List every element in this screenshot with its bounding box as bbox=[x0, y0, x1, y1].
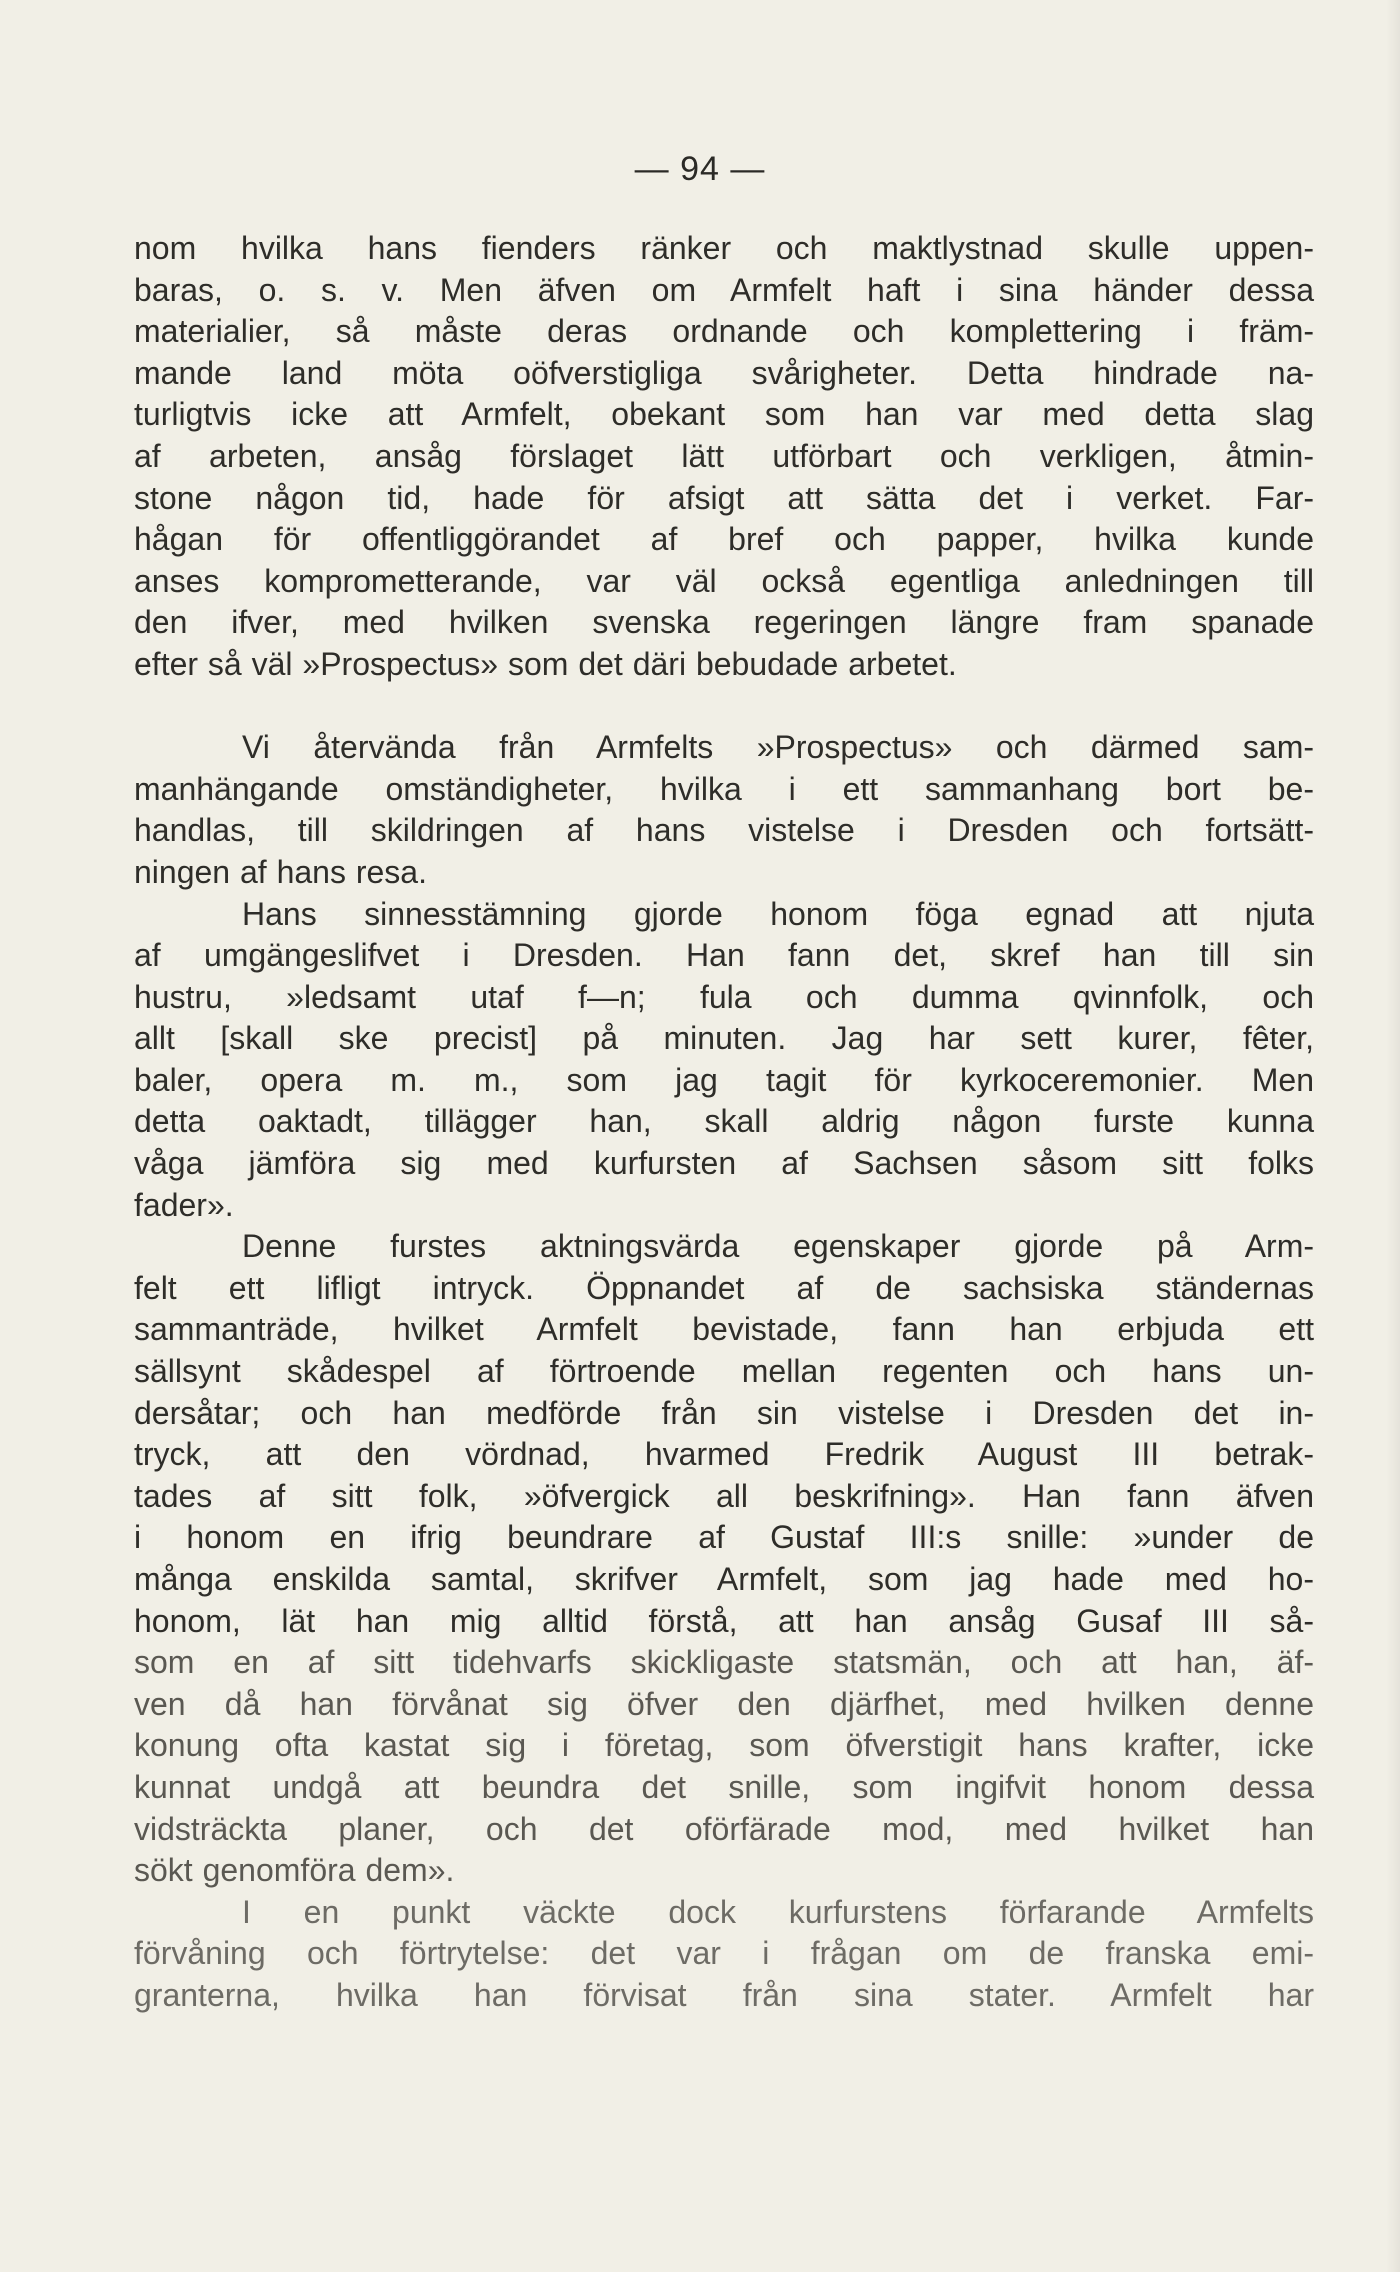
text-line: många enskilda samtal, skrifver Armfelt, som jag hade med ho- bbox=[134, 1561, 1314, 1597]
page-edge-shadow bbox=[1386, 0, 1400, 2272]
text-line: hågan för offentliggörandet af bref och papper, hvilka kunde bbox=[134, 521, 1314, 558]
text-line: tryck, att den vördnad, hvarmed Fredrik August III betrak- bbox=[134, 1436, 1314, 1473]
text-line: turligtvis icke att Armfelt, obekant som han var med detta slag bbox=[134, 396, 1314, 433]
text-line: Denne furstes aktningsvärda egenskaper gjorde på Arm- bbox=[242, 1228, 1314, 1265]
text-line: förvåning och förtrytelse: det var i frågan om de franska emi- bbox=[134, 1935, 1314, 1972]
text-line: sällsynt skådespel af förtroende mellan regenten och hans un- bbox=[134, 1353, 1314, 1390]
text-line: baras, o. s. v. Men äfven om Armfelt haft i sina händer dessa bbox=[134, 271, 1314, 308]
text-line: tades af sitt folk, »öfvergick all beskrifning». Han fann äfven bbox=[134, 1477, 1314, 1514]
paragraph bbox=[134, 228, 1314, 686]
text-line: materialier, så måste deras ordnande och komplettering i främ- bbox=[134, 313, 1314, 350]
text-line: anses komprometterande, var väl också egentliga anledningen till bbox=[134, 562, 1314, 599]
paragraph bbox=[134, 1892, 1314, 2017]
text-line: som en af sitt tidehvarfs skickligaste statsmän, och att han, äf- bbox=[134, 1644, 1314, 1681]
text-line: ven då han förvånat sig öfver den djärfhet, med hvilken denne bbox=[134, 1685, 1314, 1722]
text-line: konung ofta kastat sig i företag, som öfverstigit hans krafter, icke bbox=[134, 1727, 1314, 1764]
text-line: den ifver, med hvilken svenska regeringen längre fram spanade bbox=[134, 604, 1314, 641]
text-line: handlas, till skildringen af hans vistelse i Dresden och fortsätt- bbox=[134, 812, 1314, 849]
text-line: sökt genomföra dem». bbox=[134, 1852, 455, 1889]
text-line: i honom en ifrig beundrare af Gustaf III:s snille: »under de bbox=[134, 1519, 1314, 1556]
text-line: nom hvilka hans fienders ränker och maktlystnad skulle uppen- bbox=[134, 230, 1314, 266]
text-line: våga jämföra sig med kurfursten af Sachsen såsom sitt folks bbox=[134, 1145, 1314, 1182]
text-line: sammanträde, hvilket Armfelt bevistade, fann han erbjuda ett bbox=[134, 1311, 1314, 1348]
text-line: efter så väl »Prospectus» som det däri bebudade arbetet. bbox=[134, 645, 957, 682]
page-number: — 94 — bbox=[634, 150, 766, 188]
text-line: stone någon tid, hade för afsigt att sätta det i verket. Far- bbox=[134, 479, 1314, 516]
text-line: vidsträckta planer, och det oförfärade mod, med hvilket han bbox=[134, 1810, 1314, 1847]
text-line: Vi återvända från Armfelts »Prospectus» och därmed sam- bbox=[242, 729, 1314, 766]
text-line: detta oaktadt, tillägger han, skall aldrig någon furste kunna bbox=[134, 1103, 1314, 1140]
text-line: af arbeten, ansåg förslaget lätt utförbart och verkligen, åtmin- bbox=[134, 437, 1314, 474]
text-line: af umgängeslifvet i Dresden. Han fann det, skref han till sin bbox=[134, 937, 1314, 974]
text-line: mande land möta oöfverstigliga svårigheter. Detta hindrade na- bbox=[134, 354, 1314, 391]
text-line: Hans sinnesstämning gjorde honom föga egnad att njuta bbox=[242, 895, 1314, 932]
text-line: ningen af hans resa. bbox=[134, 853, 427, 890]
text-line: dersåtar; och han medförde från sin vistelse i Dresden det in- bbox=[134, 1394, 1314, 1431]
text-line: baler, opera m. m., som jag tagit för kyrkoceremonier. Men bbox=[134, 1061, 1314, 1098]
text-line: granterna, hvilka han förvisat från sina stater. Armfelt har bbox=[134, 1976, 1314, 2013]
text-line: allt [skall ske precist] på minuten. Jag har sett kurer, fêter, bbox=[134, 1020, 1314, 1057]
text-line: fader». bbox=[134, 1186, 234, 1223]
text-line: I en punkt väckte dock kurfurstens förfarande Armfelts bbox=[242, 1893, 1314, 1930]
paragraph bbox=[134, 894, 1314, 1227]
text-line: kunnat undgå att beundra det snille, som ingifvit honom dessa bbox=[134, 1768, 1314, 1805]
text-line: hustru, »ledsamt utaf f—n; fula och dumma qvinnfolk, och bbox=[134, 978, 1314, 1015]
paragraph bbox=[134, 727, 1314, 893]
text-line: felt ett lifligt intryck. Öppnandet af de sachsiska ständernas bbox=[134, 1269, 1314, 1306]
paragraph-gap bbox=[134, 686, 1314, 728]
text-line: honom, lät han mig alltid förstå, att han ansåg Gusaf III så- bbox=[134, 1602, 1314, 1639]
text-line: manhängande omständigheter, hvilka i ett sammanhang bort be- bbox=[134, 770, 1314, 807]
body-text bbox=[134, 228, 1314, 2017]
paragraph bbox=[134, 1226, 1314, 1892]
